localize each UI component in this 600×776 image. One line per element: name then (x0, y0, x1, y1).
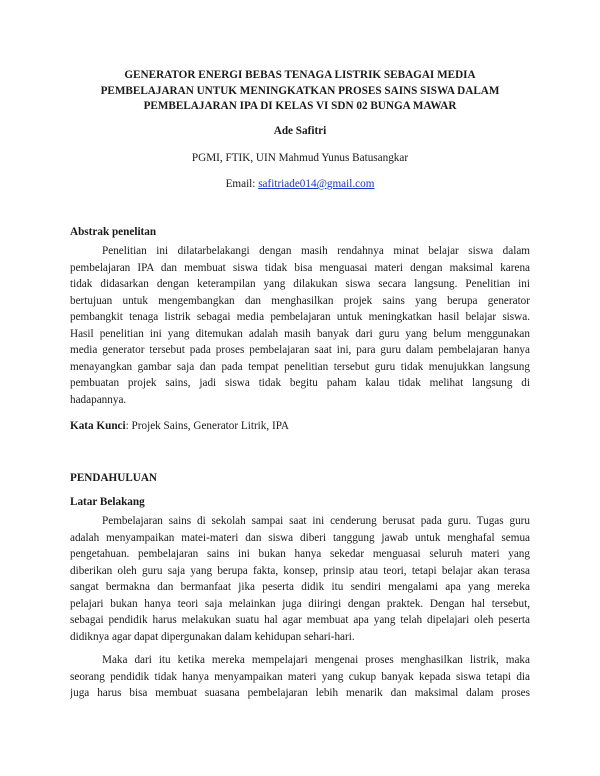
email-label: Email: (225, 178, 256, 190)
abstract-line: menayangkan gambar saja dan pada tempat penelitian tersebut guru tidak menujukkan langsung (70, 360, 530, 373)
abstract-line: Hasil penelitian ini yang ditemukan adalah masih banyak dari guru yang belum menggunakan (70, 327, 530, 340)
abstract-line: pembelajaran IPA dan membuat siswa tidak bisa menguasai materi dengan maksimal karena (70, 261, 530, 274)
email-link[interactable]: safitriade014@gmail.com (258, 178, 375, 190)
intro-line: seorang pendidik tidak hanya menyampaikan materi yang cukup banyak kepada siswa tetapi dia (70, 670, 530, 683)
author-email (0, 178, 600, 190)
intro-line: Pembelajaran sains di sekolah sampai saat ini cenderung berusat pada guru. Tugas guru (102, 515, 530, 527)
intro-line: adalah menyampaikan matei-materi dan siswa diberi tanggung jawab untuk menghafal semua (70, 531, 530, 544)
abstract-line: hadapannya. (70, 393, 127, 406)
author-affiliation: PGMI, FTIK, UIN Mahmud Yunus Batusangkar (191, 152, 409, 164)
abstract-line: media generator tersebut pada proses pembelajaran saat ini, para guru dalam pembelajaran hanya (70, 344, 530, 356)
intro-line: juga harus bisa membuat suasana pembelajaran lebih menarik dan maksimal dalam proses (70, 687, 530, 699)
paper-title (60, 68, 540, 115)
abstract-line: tidak didasarkan dengan keterampilan yang dilakukan siswa secara langsung. Penelitian ini (70, 278, 530, 290)
keywords (70, 420, 289, 432)
abstract-line: bertujuan untuk mengembangkan dan menghasilkan projek sains yang berupa generator (70, 294, 530, 307)
title-line: PEMBELAJARAN IPA DI KELAS VI SDN 02 BUNGA MAWAR (143, 100, 457, 112)
keywords-text: : Projek Sains, Generator Litrik, IPA (125, 420, 289, 432)
intro-line: diberikan oleh guru saja yang berupa fakta, konsep, prinsip atau teori, tetapi belajar akan terasa (70, 564, 530, 577)
abstract-line: pembangkit tenaga listrik sebagai media pembelajaran untuk meningkatkan hasil belajar siswa. (70, 311, 530, 323)
intro-paragraph-2 (70, 652, 530, 702)
abstract-body (70, 243, 530, 408)
abstract-heading: Abstrak penelitan (70, 226, 157, 238)
keywords-label: Kata Kunci (70, 420, 126, 432)
title-line: GENERATOR ENERGI BEBAS TENAGA LISTRIK SEBAGAI MEDIA (124, 69, 476, 81)
subsection-heading: Latar Belakang (70, 496, 145, 508)
intro-line: didiknya agar dapat dipergunakan dalam kehidupan sehari-hari. (70, 630, 355, 643)
abstract-line: pembuatan projek sains, jadi siswa tidak begitu paham kalau tidak melihat langsung di (70, 377, 530, 389)
intro-line: sebagai pendidik harus melakukan suatu hal agar membuat apa yang telah dipelajari oleh peserta (70, 614, 530, 626)
intro-line: pengetahuan. pembelajaran sains ini bukan hanya sekedar menguasai seluruh materi yang (70, 548, 530, 560)
intro-line: Maka dari itu ketika mereka mempelajari mengenai proses menghasilkan listrik, maka (102, 654, 530, 666)
abstract-line: Penelitian ini dilatarbelakangi dengan masih rendahnya minat belajar siswa dalam (102, 245, 530, 257)
intro-line: pelajari bukan hanya teori saja melainkan juga diiringi dengan praktek. Dengan hal tersebut, (70, 597, 530, 610)
title-line: PEMBELAJARAN UNTUK MENINGKATKAN PROSES SAINS SISWA DALAM (100, 84, 500, 97)
author-name: Ade Safitri (273, 125, 327, 137)
intro-line: sangat bermakna dan bermanfaat jika peserta didik itu sendiri mengalami apa yang mereka (70, 581, 530, 593)
section-heading: PENDAHULUAN (70, 472, 158, 484)
intro-paragraph-1 (70, 513, 530, 645)
